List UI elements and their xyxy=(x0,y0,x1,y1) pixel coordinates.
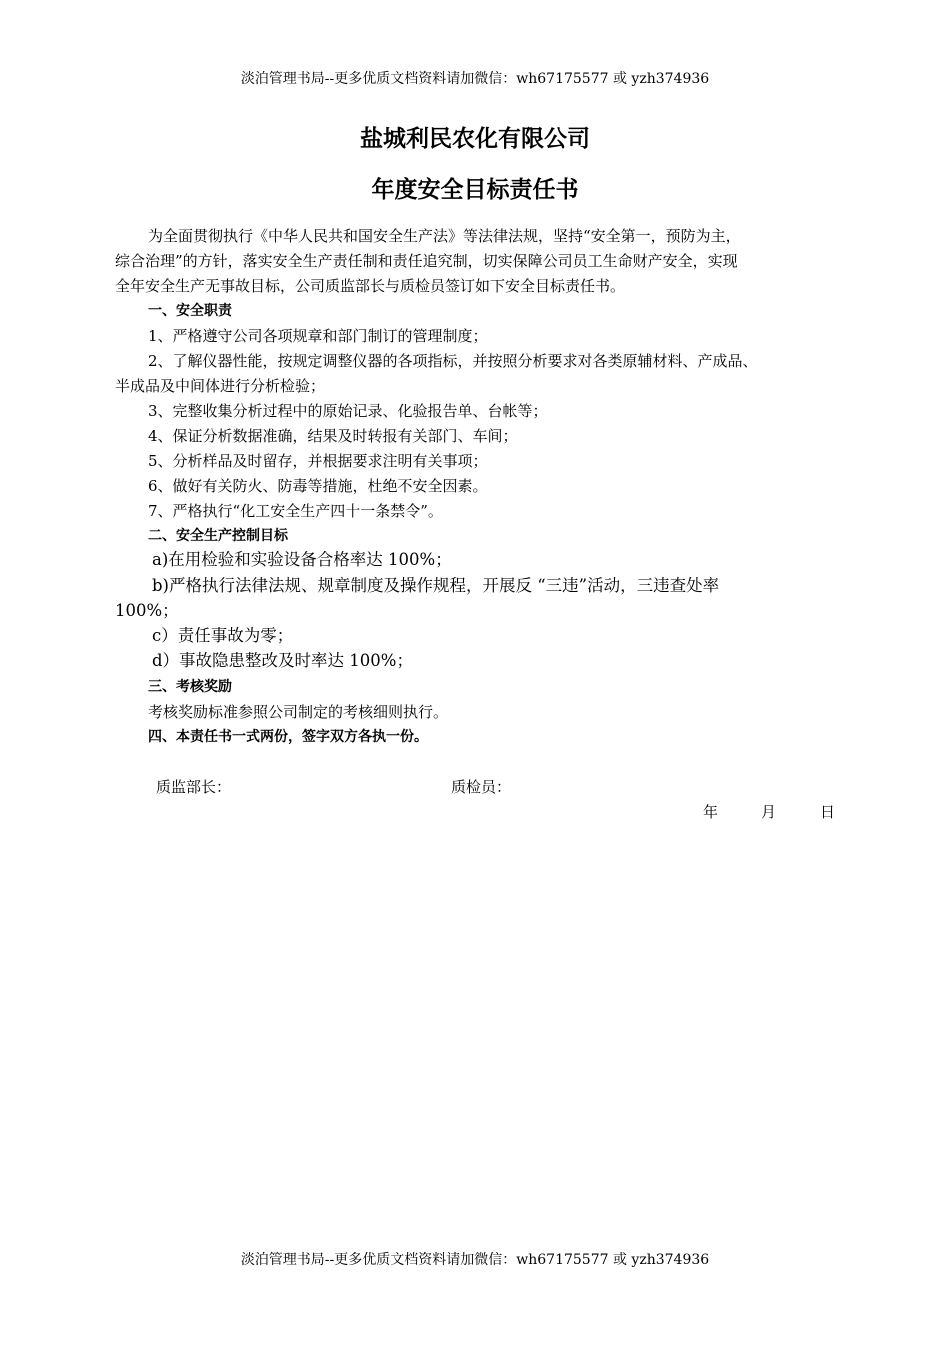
signature-right-label: 质检员： xyxy=(451,778,512,796)
section2-item: 100%； xyxy=(115,601,179,620)
section2-item: b)严格执行法律法规、规章制度及操作规程，开展反 “三违”活动，三违查处率 xyxy=(152,576,720,595)
page-footer: 淡泊管理书局--更多优质文档资料请加微信：wh67175577 或 yzh374936 xyxy=(240,1252,710,1268)
section1-item: 半成品及中间体进行分析检验； xyxy=(115,377,326,395)
signature-left-label: 质监部长： xyxy=(156,778,232,796)
section1-item: 6、做好有关防火、防毒等措施，杜绝不安全因素。 xyxy=(148,477,488,495)
section1-item: 2、了解仪器性能，按规定调整仪器的各项指标，并按照分析要求对各类原辅材料、产成品、 xyxy=(148,352,758,370)
page-header: 淡泊管理书局--更多优质文档资料请加微信：wh67175577 或 yzh374936 xyxy=(240,71,710,87)
section2-item: d）事故隐患整改及时率达 100%； xyxy=(152,651,413,670)
intro-line: 综合治理”的方针，落实安全生产责任制和责任追究制，切实保障公司员工生命财产安全，实现 xyxy=(115,252,738,270)
section1-item: 3、完整收集分析过程中的原始记录、化验报告单、台帐等； xyxy=(148,402,548,420)
date-year: 年 xyxy=(703,803,719,821)
section2-item: a)在用检验和实验设备合格率达 100%； xyxy=(152,550,452,569)
company-name: 盐城利民农化有限公司 xyxy=(360,126,590,152)
section1-item: 7、严格执行“化工安全生产四十一条禁令”。 xyxy=(148,502,443,520)
section1-item: 4、保证分析数据准确，结果及时转报有关部门、车间； xyxy=(148,427,518,445)
section1-item: 1、严格遵守公司各项规章和部门制订的管理制度； xyxy=(148,327,488,345)
section2-heading: 二、安全生产控制目标 xyxy=(148,528,288,544)
intro-line: 全年安全生产无事故目标，公司质监部长与质检员签订如下安全目标责任书。 xyxy=(115,277,626,295)
document-title: 年度安全目标责任书 xyxy=(371,177,579,203)
date-month: 月 xyxy=(761,803,777,821)
section4-heading: 四、本责任书一式两份，签字双方各执一份。 xyxy=(148,729,428,745)
section3-text: 考核奖励标准参照公司制定的考核细则执行。 xyxy=(148,703,449,721)
section1-item: 5、分析样品及时留存，并根据要求注明有关事项； xyxy=(148,452,488,470)
section1-heading: 一、安全职责 xyxy=(148,303,232,319)
date-day: 日 xyxy=(820,803,836,821)
section2-item: c）责任事故为零； xyxy=(152,626,294,645)
section3-heading: 三、考核奖励 xyxy=(148,679,232,695)
intro-line: 为全面贯彻执行《中华人民共和国安全生产法》等法律法规，坚持“安全第一，预防为主， xyxy=(148,227,741,245)
